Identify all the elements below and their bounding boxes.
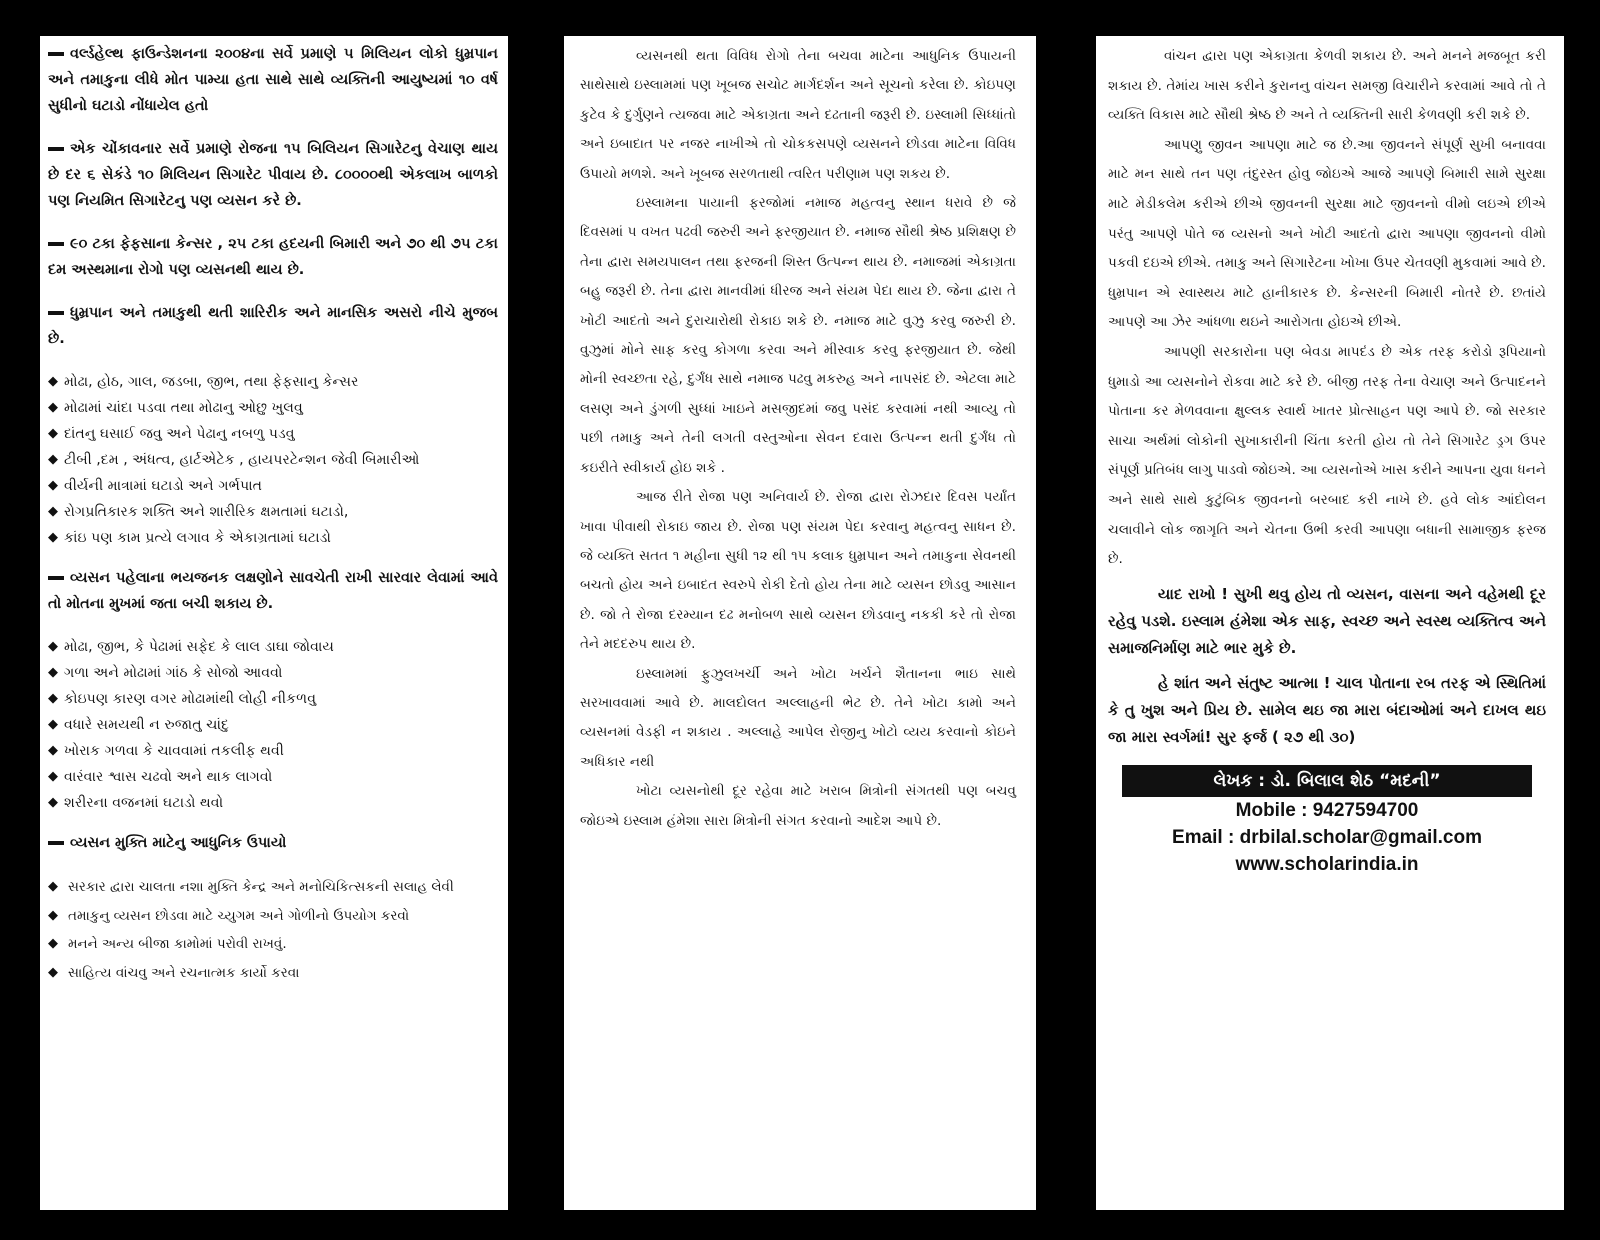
- middle-column: [564, 36, 1036, 1210]
- remember-paragraph: યાદ રાખો ! સુખી થવુ હોય તો વ્યસન, વાસના અને વહેમથી દૂર રહેવુ પડશે. ઇસ્લામ હંમેશા એક સાફ, સ્વચ્છ અને સ્વસ્થ વ્યક્તિત્વ અને સમાજનિર્માણ માટે ભાર મુકે છે.: [1108, 584, 1546, 657]
- remedies-heading: વ્યસન મુક્તિ માટેનુ આધુનિક ઉપાયો: [48, 830, 498, 856]
- list-item: ◆ મોઢા, જીભ, કે પેઢામાં સફેદ કે લાલ ડાઘા જોવાય: [48, 634, 498, 660]
- list-item: ◆ રોગપ્રતિકારક શક્તિ અને શારીરિક ક્ષમતામાં ઘટાડો,: [48, 499, 498, 525]
- list-item: ◆ ટીબી ,દમ , અંધત્વ, હાર્ટએટેક , હાયપરટેન્શન જેવી બિમારીઓ: [48, 447, 498, 473]
- dash-bullet: [48, 841, 64, 845]
- list-item: ◆ તમાકુનુ વ્યસન છોડવા માટે ચ્યુગમ અને ગોળીનો ઉપયોગ કરવો: [48, 902, 498, 931]
- remedies-list: [48, 873, 498, 987]
- body-paragraph: ખોટા વ્યસનોથી દૂર રહેવા માટે ખરાબ મિત્રોની સંગતથી પણ બચવુ જોઇએ ઇસ્લામ હંમેશા સારા મિત્રોની સંગત કરવાનો આદેશ આપે છે.: [580, 783, 1016, 829]
- symptoms-list: [48, 634, 498, 816]
- effects-heading: ધુમ્રપાન અને તમાકુથી થતી શારિરીક અને માનસિક અસરો નીચે મુજબ છે.: [48, 305, 498, 347]
- body-paragraph: આપણુ જીવન આપણા માટે જ છે.આ જીવનને સંપૂર્ણ સુખી બનાવવા માટે મન સાથે તન પણ તંદુરસ્ત હોવુ જોઇએ આજે આપણે બિમારી સામે સુરક્ષા માટે મેડીકલેમ કરીએ છીએ જીવનની સુરક્ષા માટે જીવનનો વીમો લઇએ છીએ પરંતુ આપણે પોતે જ વ્યસનો અને ખોટી આદતો દ્વારા આપણા જીવનનો વીમો પકવી દઇએ છીએ. તમાકુ અને સિગારેટના ખોખા ઉપર ચેતવણી મુકવામાં આવે છે. ધુમ્રપાન એ સ્વાસ્થય માટે હાનીકારક છે. કેન્સરની બિમારી નોતરે છે. છતાંયે આપણે આ ઝેર આંધળા થઇને આરોગતા હોઇએ છીએ.: [1108, 136, 1546, 331]
- body-paragraph: આજ રીતે રોજા પણ અનિવાર્ય છે. રોજા દ્વારા રોઝદાર દિવસ પર્યાંત ખાવા પીવાથી રોકાઇ જાય છે. રોજા પણ સંયમ પેદા કરવાનુ મહત્વનુ સાધન છે. જે વ્યક્તિ સતત ૧ મહીના સુધી ૧૨ થી ૧૫ કલાક ધુમ્રપાન અને તમાકુના સેવનથી બચતો હોય અને ઇબાદત સ્વરુપે રોકી દેતો હોય તેના માટે વ્યસન છોડવુ આસાન છે. જો તે રોજા દરમ્યાન દઢ મનોબળ સાથે વ્યસન છોડવાનુ નકકી કરે તો રોજા તેને મદદરુપ થાય છે.: [580, 489, 1016, 653]
- effects-list: [48, 369, 498, 551]
- dash-bullet: [48, 52, 64, 56]
- dash-bullet: [48, 576, 64, 580]
- list-item: ◆ મનને અન્ય બીજા કામોમાં પરોવી રાખવું.: [48, 930, 498, 959]
- author-banner: લેખક : ડો. બિલાલ શેઠ “મદની”: [1122, 765, 1532, 797]
- dash-bullet: [48, 147, 64, 151]
- body-paragraph: ઇસ્લામના પાયાની ફરજોમાં નમાજ મહત્વનુ સ્થાન ધરાવે છે જે દિવસમાં ૫ વખત પઢવી જરુરી અને ફરજીયાત છે. નમાજ સૌથી શ્રેષ્ઠ પ્રશિક્ષણ છે તેના દ્વારા સમયપાલન તથા ફરજની શિસ્ત ઉત્પન્ન થાય છે. નમાજમાં એકાગ્રતા બહુ જરૂરી છે. તેના દ્વારા માનવીમાં ધીરજ અને સંયમ પેદા થાય છે. જેના દ્વારા તે ખોટી આદતો અને દુરાચારોથી રોકાઇ શકે છે. નમાજ માટે વુઝુ કરવુ જરુરી છે. વુઝુમાં મોને સાફ કરવુ કોગળા કરવા અને મીસ્વાક કરવુ ફરજીયાત છે. જેથી મોની સ્વચ્છતા રહે, દુર્ગંધ સાથે નમાજ પઢવુ મકરુહ અને નાપસંદ છે. એટલા માટે લસણ અને ડુંગળી સુધ્ધાં ખાઇને મસજીદમાં જવુ પસંદ કરવામાં નથી આવ્યુ તો પછી તમાકુ અને તેની લગતી વસ્તુઓના સેવન દવારા ઉત્પન્ન થતી દુર્ગંધ તો કઇરીતે સ્વીકાર્ય હોઇ શકે .: [580, 195, 1016, 476]
- list-item: ◆ શરીરના વજનમાં ઘટાડો થવો: [48, 790, 498, 816]
- dash-bullet: [48, 242, 64, 246]
- body-paragraph: ઇસ્લામમાં ફુઝુલખર્ચી અને ખોટા ખર્ચને શૈતાનના ભાઇ સાથે સરખાવવામાં આવે છે. માલદોલત અલ્લાહની ભેટ છે. તેને ખોટા કામો અને વ્યસનમાં વેડફી ન શકાય . અલ્લાહે આપેલ રોજીનુ ખોટો વ્યય કરવાનો કોઇને અધિકાર નથી: [580, 665, 1016, 770]
- list-item: ◆ વધારે સમયથી ન રુજાતુ ચાંદુ: [48, 712, 498, 738]
- list-item: ◆ વીર્યની માત્રામાં ઘટાડો અને ગર્ભપાત: [48, 473, 498, 499]
- body-paragraph: વાંચન દ્વારા પણ એકાગ્રતા કેળવી શકાય છે. અને મનને મજબૂત કરી શકાય છે. તેમાંય ખાસ કરીને કુરાનનુ વાંચન સમજી વિચારીને કરવામાં આવે તો તે વ્યક્તિ વિકાસ માટે સૌથી શ્રેષ્ઠ છે અને તે વ્યક્તિની સારી કેળવણી કરી શકે છે.: [1108, 48, 1546, 124]
- fact-paragraph: ૯૦ ટકા ફેફસાના કેન્સર , ૨૫ ટકા હદયની બિમારી અને ૭૦ થી ૭૫ ટકા દમ અસ્થમાના રોગો પણ વ્યસનથી થાય છે.: [48, 236, 498, 278]
- website-link[interactable]: www.scholarindia.in: [1235, 853, 1419, 875]
- mobile-number: Mobile : 9427594700: [1235, 799, 1419, 821]
- list-item: ◆ ખોરાક ગળવા કે ચાવવામાં તકલીફ થવી: [48, 738, 498, 764]
- email-address[interactable]: Email : drbilal.scholar@gmail.com: [1172, 826, 1482, 848]
- list-item: ◆ ગળા અને મોઢામાં ગાંઠ કે સોજો આવવો: [48, 660, 498, 686]
- list-item: ◆ સરકાર દ્વારા ચાલતા નશા મુક્તિ કેન્દ્ર અને મનોચિકિત્સકની સલાહ લેવી: [48, 873, 498, 902]
- fact-paragraph: વર્લ્ડહેલ્થ ફાઉન્ડેશનના ૨૦૦૪ના સર્વે પ્રમાણે ૫ મિલિયન લોકો ધુમ્રપાન અને તમાકુના લીધે મોત પામ્યા હતા સાથે સાથે વ્યક્તિની આયુષ્યમાં ૧૦ વર્ષ સુધીનો ઘટાડો નોંધાયેલ હતો: [48, 46, 498, 114]
- list-item: ◆ મોઢા, હોઠ, ગાલ, જડબા, જીભ, તથા ફેફસાનુ કેન્સર: [48, 369, 498, 395]
- list-item: ◆ સાહિત્ય વાંચવુ અને રચનાત્મક કાર્યો કરવા: [48, 959, 498, 988]
- fact-paragraph: એક ચોંકાવનાર સર્વે પ્રમાણે રોજના ૧૫ બિલિયન સિગારેટનુ વેચાણ થાય છે દર ૬ સેકંડે ૧૦ મિલિયન સિગારેટ પીવાય છે. ૮૦૦૦૦થી એકલાખ બાળકો પણ નિયમિત સિગારેટનુ પણ વ્યસન કરે છે.: [48, 141, 498, 209]
- right-column: [1096, 36, 1564, 1210]
- list-item: ◆ મોઢામાં ચાંદા પડવા તથા મોઢાનુ ઓછુ ખુલવુ: [48, 395, 498, 421]
- warning-heading: વ્યસન પહેલાના ભયજનક લક્ષણોને સાવચેતી રાખી સારવાર લેવામાં આવે તો મોતના મુખમાં જતા બચી શકાય છે.: [48, 570, 498, 612]
- body-paragraph: આપણી સરકારોના પણ બેવડા માપદંડ છે એક તરફ કરોડો રૂપિયાનો ધુમાડો આ વ્યસનોને રોકવા માટે કરે છે. બીજી તરફ તેના વેચાણ અને ઉત્પાદનને પોતાના કર મેળવવાના ક્ષુલ્લક સ્વાર્થ ખાતર પ્રોત્સાહન પણ આપે છે. જો સરકાર સાચા અર્થમાં લોકોની સુખાકારીની ચિંતા કરતી હોય તો તેને સિગારેટ ડ્રગ ઉપર સંપૂર્ણ પ્રતિબંધ લાગુ પાડવો જોઇએ. આ વ્યસનોએ ખાસ કરીને આપના યુવા ધનને અને સાથે સાથે કુટુંબિક જીવનનો બરબાદ કરી નાખે છે. હવે લોક આંદોલન ચલાવીને લોક જાગૃતિ અને ચેતના ઉભી કરવી આપણા બધાની સામાજીક ફરજ છે.: [1108, 343, 1547, 568]
- dash-bullet: [48, 311, 64, 315]
- list-item: ◆ વારંવાર શ્વાસ ચઢવો અને થાક લાગવો: [48, 764, 498, 790]
- list-item: ◆ દાંતનુ ઘસાઈ જવુ અને પેઢાનુ નબળુ પડવુ: [48, 421, 498, 447]
- list-item: ◆ કાંઇ પણ કામ પ્રત્યે લગાવ કે એકાગ્રતામાં ઘટાડો: [48, 525, 498, 551]
- list-item: ◆ કોઇપણ કારણ વગર મોઢામાંથી લોહી નીકળવુ: [48, 686, 498, 712]
- body-paragraph: વ્યસનથી થતા વિવિધ રોગો તેના બચવા માટેના આધુનિક ઉપાયની સાથેસાથે ઇસ્લામમાં પણ ખૂબજ સચોટ માર્ગદર્શન અને સૂચનો કરેલા છે. કોઇપણ કુટેવ કે દુર્ગુણને ત્યજવા માટે એકાગ્રતા અને દઢતાની જરૂરી છે. ઇસ્લામી સિધ્ધાંતો અને ઇબાદાત પર નજર નાખીએ તો ચોકકસપણે વ્યસનને છોડવા માટેના વિવિધ ઉપાયો મળશે. અને ખૂબજ સરળતાથી ત્વરિત પરીણામ પણ શકય છે.: [580, 48, 1016, 182]
- quote-paragraph: હે શાંત અને સંતુષ્ટ આત્મા ! ચાલ પોતાના રબ તરફ એ સ્થિતિમાં કે તુ ખુશ અને પ્રિય છે. સામેલ થઇ જા મારા બંદાઓમાં અને દાખલ થઇ જા મારા સ્વર્ગમાં! સુર ફર્જ ( ૨૭ થી ૩૦): [1108, 673, 1546, 746]
- left-column: [40, 36, 508, 1210]
